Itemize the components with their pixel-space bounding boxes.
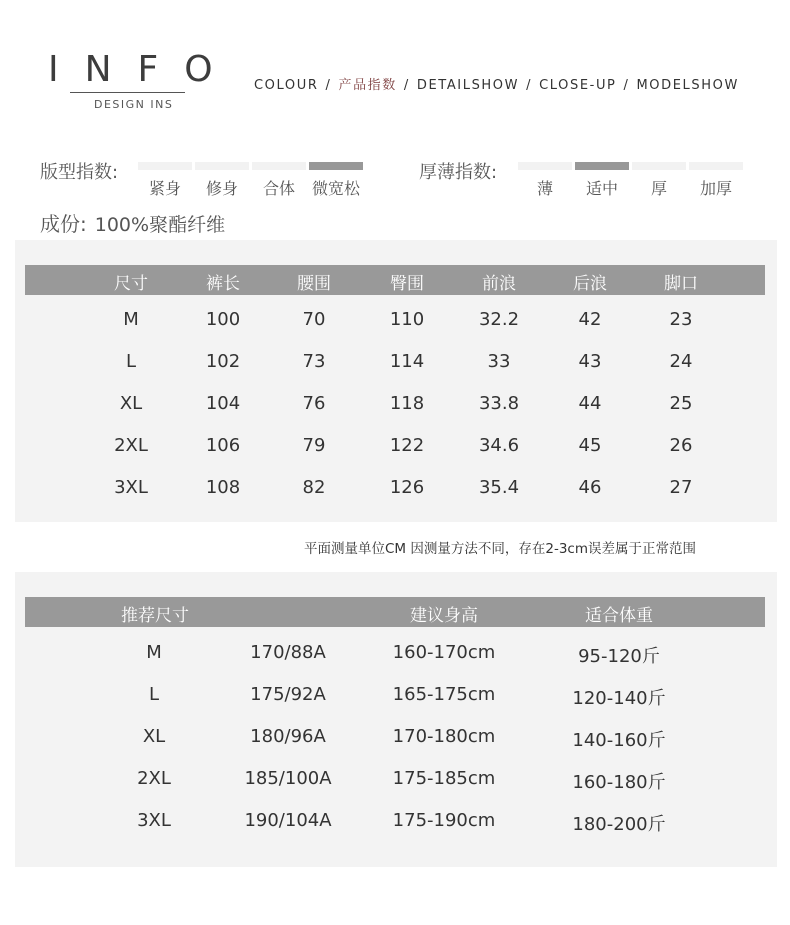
logo-divider (70, 92, 185, 93)
recommend-table-cell: 175/92A (250, 684, 326, 705)
recommend-table-cell: M (146, 642, 162, 663)
size-table-cell: 126 (389, 477, 425, 498)
thickness-index-option (518, 162, 572, 199)
size-table-header-cell: 尺寸 (114, 274, 148, 294)
fit-index-option-label: 合体 (262, 179, 295, 198)
nav-item[interactable]: COLOUR (254, 78, 319, 93)
logo-subtitle: DESIGN INS (94, 98, 174, 111)
size-table-header-cell: 腰围 (297, 274, 331, 294)
recommend-table-cell: 160-180斤 (572, 772, 666, 793)
fit-index-option-bar (138, 162, 192, 170)
size-table-cell: 32.2 (478, 309, 520, 330)
fit-index-option-bar (309, 162, 363, 170)
size-table-cell: 106 (205, 435, 241, 456)
fit-index-scale (138, 162, 366, 199)
thickness-index-option-label: 薄 (536, 179, 553, 198)
size-table-header-cell: 裤长 (206, 274, 240, 294)
size-table-header-cell: 前浪 (482, 274, 516, 294)
fit-index-option (309, 162, 363, 199)
size-table-cell: 46 (578, 477, 602, 498)
size-table-cell: 33.8 (478, 393, 520, 414)
size-table-cell: 104 (205, 393, 241, 414)
thickness-index-option-label: 加厚 (699, 179, 732, 198)
thickness-index-scale (518, 162, 746, 199)
nav-item[interactable]: DETAILSHOW (416, 78, 520, 93)
fit-index-option-bar (252, 162, 306, 170)
size-table-cell: 79 (302, 435, 326, 456)
thickness-index-option-bar (575, 162, 629, 170)
nav-item[interactable]: CLOSE-UP (539, 78, 617, 93)
size-table-header-cell: 臀围 (390, 274, 424, 294)
recommend-table-cell: 180-200斤 (572, 814, 666, 835)
recommend-table-header-cell: 建议身高 (410, 606, 478, 626)
recommend-table-cell: 170-180cm (392, 726, 496, 747)
fit-index-option-label: 修身 (205, 179, 238, 198)
thickness-index-option-bar (518, 162, 572, 170)
fit-index-option-bar (195, 162, 249, 170)
recommend-table-cell: 3XL (137, 810, 171, 831)
recommend-table-header-cell: 推荐尺寸 (121, 606, 189, 626)
recommend-table-cell: 140-160斤 (572, 730, 666, 751)
size-table-cell: 3XL (114, 477, 148, 498)
recommend-table-cell: 165-175cm (392, 684, 496, 705)
composition (40, 208, 225, 237)
recommend-table-cell: 185/100A (244, 768, 332, 789)
fit-index-option-label: 微宽松 (311, 179, 360, 198)
size-table-cell: 114 (389, 351, 425, 372)
size-table-cell: 110 (389, 309, 425, 330)
thickness-index-option (632, 162, 686, 199)
recommend-table-cell: 180/96A (250, 726, 326, 747)
size-table-cell: 43 (578, 351, 602, 372)
size-table-cell: L (125, 351, 137, 372)
size-table-cell: 118 (389, 393, 425, 414)
size-table-cell: 27 (669, 477, 693, 498)
thickness-index-label: 厚薄指数: (419, 162, 498, 183)
section-nav (254, 74, 739, 93)
size-table-cell: M (123, 309, 139, 330)
size-table-cell: 100 (205, 309, 241, 330)
size-table-cell: 23 (669, 309, 693, 330)
recommend-table-header-cell: 适合体重 (585, 606, 653, 626)
logo-title: INFO (48, 49, 239, 90)
fit-index-label: 版型指数: (40, 162, 119, 183)
size-table-cell: 70 (302, 309, 326, 330)
fit-index-option (195, 162, 249, 199)
fit-index-option-label: 紧身 (148, 179, 181, 198)
recommend-table-cell: L (148, 684, 160, 705)
recommend-table-panel (15, 572, 777, 867)
size-table-cell: 76 (302, 393, 326, 414)
size-table-panel (15, 240, 777, 522)
size-table-cell: 42 (578, 309, 602, 330)
size-table-cell: 44 (578, 393, 602, 414)
thickness-index-option-label: 适中 (585, 179, 618, 198)
thickness-index-option (689, 162, 743, 199)
recommend-table-cell: 190/104A (244, 810, 332, 831)
size-table-header-cell: 脚口 (664, 274, 698, 294)
size-table-cell: 108 (205, 477, 241, 498)
nav-separator: / (526, 78, 533, 93)
nav-separator: / (325, 78, 332, 93)
thickness-index-option-bar (689, 162, 743, 170)
nav-item[interactable]: MODELSHOW (636, 78, 739, 93)
composition-value: 100%聚酯纤维 (94, 214, 226, 236)
composition-label: 成份: (40, 212, 87, 236)
recommend-table-cell: 175-185cm (392, 768, 496, 789)
info-logo (48, 49, 239, 111)
thickness-index-option (575, 162, 629, 199)
size-table-cell: 73 (302, 351, 326, 372)
recommend-table-cell: 160-170cm (392, 642, 496, 663)
nav-separator: / (403, 78, 410, 93)
size-table-cell: 82 (302, 477, 326, 498)
size-table-cell: 122 (389, 435, 425, 456)
size-table-cell: 102 (205, 351, 241, 372)
recommend-table-header (25, 597, 765, 627)
nav-item[interactable]: 产品指数 (338, 78, 397, 93)
thickness-index-option-bar (632, 162, 686, 170)
size-table-header-cell: 后浪 (573, 274, 607, 294)
size-table-cell: XL (119, 393, 143, 414)
recommend-table-cell: 120-140斤 (572, 688, 666, 709)
thickness-index-option-label: 厚 (650, 179, 667, 198)
recommend-table-cell: 95-120斤 (578, 646, 660, 667)
fit-index-option (138, 162, 192, 199)
nav-separator: / (623, 78, 630, 93)
size-table-cell: 2XL (114, 435, 148, 456)
size-table-cell: 25 (669, 393, 693, 414)
size-table-cell: 35.4 (478, 477, 520, 498)
size-table-cell: 24 (669, 351, 693, 372)
fit-index-option (252, 162, 306, 199)
size-table-cell: 34.6 (478, 435, 520, 456)
recommend-table-cell: 170/88A (250, 642, 326, 663)
recommend-table-cell: 175-190cm (392, 810, 496, 831)
size-table-cell: 33 (487, 351, 511, 372)
size-table-cell: 45 (578, 435, 602, 456)
recommend-table-cell: 2XL (137, 768, 171, 789)
measurement-note: 平面测量单位CM 因测量方法不同，存在2-3cm误差属于正常范围 (304, 541, 696, 557)
recommend-table-cell: XL (142, 726, 166, 747)
size-table-cell: 26 (669, 435, 693, 456)
size-table-header (25, 265, 765, 295)
